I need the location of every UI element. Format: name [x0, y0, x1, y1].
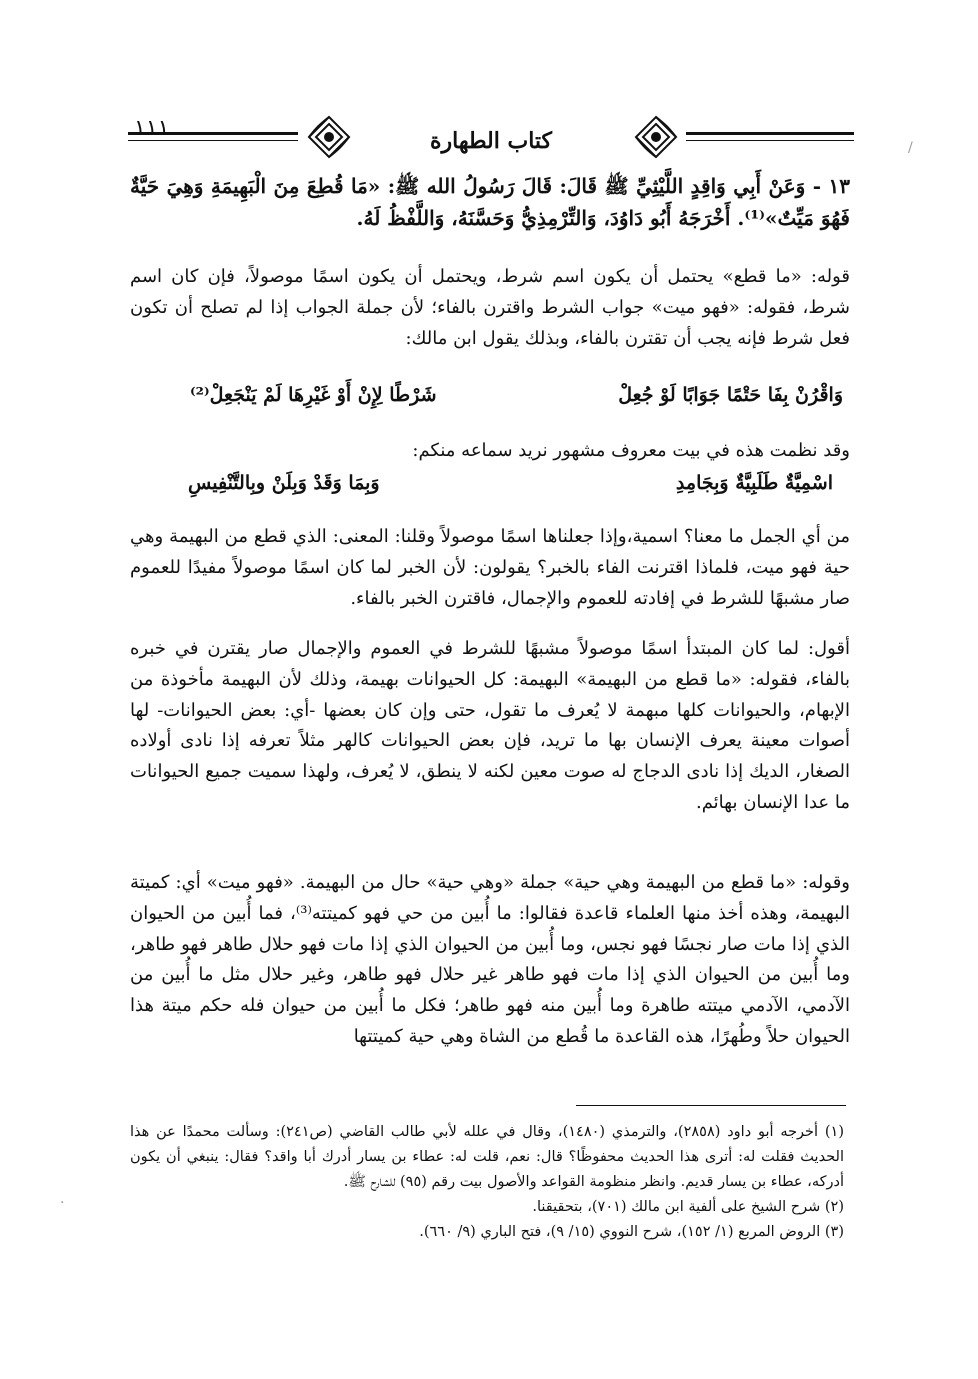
paragraph-text: من أي الجمل ما معنا؟ اسمية،وإذا جعلناها اسمًا موصولاً وقلنا: المعنى: الذي قطع من البهيمة وهي حية فهو ميت، فلماذا اقترنت الفاء بالخبر؟ يقولون: لأن الخبر لما كان اسمًا موصولاً مفيدًا للعموم صار مشبهًا للشرط في إفادته للعموم والإجمال، فاقترن الخبر بالفاء.	[130, 526, 850, 609]
verse-1-right: وَاقْرُنْ بِفَا حَتْمًا جَوَابًا لَوْ جُعِلْ	[618, 384, 843, 406]
verse-2-right: اسْمِيَّةٌ طَلَبِيَّةٌ وَبِجَامِدِ	[675, 472, 833, 494]
verse-2-left: وَبِمَا وَقَدْ وَبِلَنْ وبِالتَّنْفِيسِ	[188, 472, 380, 494]
commentary-paragraph-3	[130, 522, 850, 614]
hadith-text: ١٣ - وَعَنْ أَبِي وَاقِدٍ اللَّيْثِيِّ ﷺ قَالَ: قَالَ رَسُولُ الله ﷺ: «مَا قُطِعَ مِنَ الْبَهِيمَةِ وَهِيَ حَيَّةٌ فَهُوَ مَيِّتٌ»⁽¹⁾. أَخْرَجَهُ أَبُو دَاوُدَ، وَالتِّرْمِذِيُّ وَحَسَّنَهُ، وَاللَّفْظُ لَهُ.	[130, 174, 850, 230]
scan-mark-top: /	[908, 140, 913, 156]
paragraph-text: أقول: لما كان المبتدأ اسمًا موصولاً مشبهًا للشرط في العموم والإجمال صار يقترن في خبره بالفاء، فقوله: «ما قطع من البهيمة» البهيمة: كل الحيوانات بهيمة، وذلك لأن البهيمة مأخوذة من الإبهام، والحيوانات كلها مبهمة لا يُعرف ما تقول، حتى وإن كان بعضها -أي: بعض الحيوانات- لها أصوات معينة يعرف الإنسان بها ما تريد، فإن بعض الحيوانات كالهر مثلاً تعرفه إذا نادى أولاده الصغار، الديك إذا نادى الدجاج له صوت معين لكنه لا ينطق، لا يُعرف، ولهذا سميت جميع الحيوانات ما عدا الإنسان بهائم.	[130, 638, 850, 813]
commentary-paragraph-2	[130, 436, 850, 467]
footnotes	[130, 1120, 844, 1245]
running-title: كتاب الطهارة	[429, 128, 553, 154]
footnote-1: (١) أخرجه أبو داود (٢٨٥٨)، والترمذي (١٤٨٠)، وقال في علله لأبي طالب القاضي (ص٢٤١): وسألت محمدًا عن هذا الحديث فقلت له: أترى هذا الحديث محفوظًا؟ قال: نعم، قلت له: عطاء بن يسار أدرك أبا واقد؟ فقال: ينبغي أن يكون أدركه، عطاء بن يسار قديم. وانظر منظومة القواعد والأصول بيت رقم (٩٥) للشارح ﷺ.	[130, 1124, 844, 1190]
commentary-paragraph-4	[130, 634, 850, 819]
footnote-2: (٢) شرح الشيخ على ألفية ابن مالك (٧٠١)، بتحقيقنا.	[532, 1199, 844, 1215]
commentary-paragraph-1	[130, 262, 850, 354]
scan-mark-bottom: ·	[60, 1195, 65, 1211]
paragraph-text: وقد نظمت هذه في بيت معروف مشهور نريد سماعه منكم:	[412, 440, 850, 461]
footnote-3: (٣) الروض المربع (١/ ١٥٢)، شرح النووي (١٥/ ٩)، فتح الباري (٩/ ٦٦٠).	[419, 1224, 844, 1240]
paragraph-text: وقوله: «ما قطع من البهيمة وهي حية» جملة «وهي حية» حال من البهيمة. «فهو ميت» أي: كميتة البهيمة، وهذه أخذ منها العلماء قاعدة فقالوا: ما أُبين من حي فهو كميتته⁽³⁾، فما أُبين من الحيوان الذي إذا مات صار نجسًا فهو نجس، وما أُبين من الحيوان الذي إذا مات فهو حلال طاهر فهو طاهر، وما أُبين من الحيوان الذي إذا مات فهو طاهر غير حلال فهو طاهر، وغير حلال مثل ما أُبين من الآدمي، الآدمي ميتته طاهرة وما أُبين منه فهو طاهر؛ فكل ما أُبين من حيوان فله حكم ميتة هذا الحيوان حلاً وطُهرًا، هذه القاعدة ما قُطع من الشاة وهي حية كميتتها	[130, 872, 850, 1047]
commentary-paragraph-5	[130, 868, 850, 1053]
page-header	[128, 112, 854, 164]
footnote-divider	[576, 1105, 846, 1106]
verse-1-left: شَرْطًا لِإِنْ أَوْ غَيْرِهَا لَمْ يَنْجَعِلْ⁽²⁾	[190, 384, 437, 406]
page-number: ١١١	[134, 116, 170, 141]
paragraph-text: قوله: «ما قطع» يحتمل أن يكون اسم شرط، ويحتمل أن يكون اسمًا موصولاً، فإن كان اسم شرط، فقوله: «فهو ميت» جواب الشرط واقترن بالفاء؛ لأن جملة الجواب إذا لم تصلح أن تكون فعل شرط فإنه يجب أن تقترن بالفاء، وبذلك يقول ابن مالك:	[130, 266, 850, 349]
